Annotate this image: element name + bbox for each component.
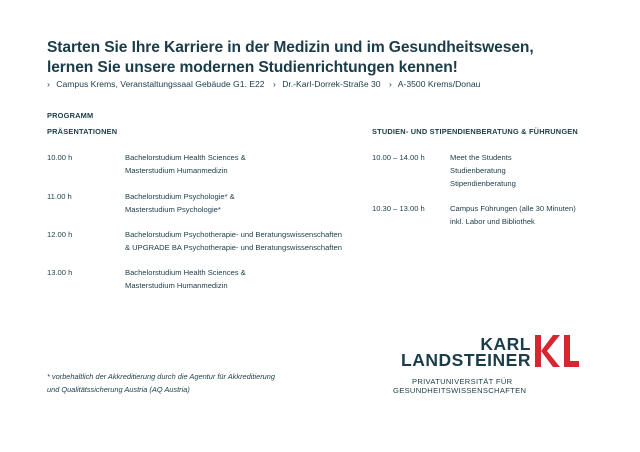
advisory-item: Stipendienberatung	[450, 179, 516, 188]
chevron-right-icon: ›	[388, 79, 392, 89]
location-city: A-3500 Krems/Donau	[397, 79, 481, 89]
location-line	[47, 79, 486, 89]
location-street: Dr.-Karl-Dorrek-Straße 30	[282, 79, 381, 89]
headline-line-2: lernen Sie unsere modernen Studienrichtungen kennen!	[47, 59, 458, 76]
footnote-line-2: und Qualitätssicherung Austria (AQ Austria)	[47, 385, 190, 394]
advisory-item: inkl. Labor und Bibliothek	[450, 217, 535, 226]
accreditation-footnote	[47, 370, 275, 396]
advisory-heading: STUDIEN- UND STIPENDIENBERATUNG & FÜHRUNGEN	[372, 127, 578, 136]
presentation-time: 12.00 h	[47, 230, 73, 239]
presentation-title: Bachelorstudium Psychotherapie- und Beratungswissenschaften	[125, 230, 342, 239]
headline-line-1: Starten Sie Ihre Karriere in der Medizin und im Gesundheitswesen,	[47, 39, 534, 56]
advisory-time: 10.30 – 13.00 h	[372, 204, 425, 213]
advisory-item: Campus Führungen (alle 30 Minuten)	[450, 204, 576, 213]
program-heading: PROGRAMM	[47, 111, 94, 120]
logo-subtitle-1: PRIVATUNIVERSITÄT FÜR	[412, 377, 513, 386]
university-logo	[393, 334, 582, 397]
presentation-time: 13.00 h	[47, 268, 73, 277]
logo-word-landsteiner: LANDSTEINER	[401, 350, 531, 370]
presentation-time: 10.00 h	[47, 153, 73, 162]
footnote-line-1: * vorbehaltlich der Akkreditierung durch die Agentur für Akkreditierung	[47, 372, 275, 381]
presentation-title: Masterstudium Humanmedizin	[125, 281, 228, 290]
advisory-item: Studienberatung	[450, 166, 506, 175]
presentation-time: 11.00 h	[47, 192, 72, 201]
chevron-right-icon: ›	[47, 79, 50, 89]
logo-word-karl: KARL	[480, 334, 531, 354]
kl-logo-mark	[535, 335, 579, 367]
presentation-title: Masterstudium Psychologie*	[125, 205, 221, 214]
presentation-title: & UPGRADE BA Psychotherapie- und Beratungswissenschaften	[125, 243, 342, 252]
location-venue: Campus Krems, Veranstaltungssaal Gebäude G1. E22	[56, 79, 265, 89]
logo-subtitle-2: GESUNDHEITSWISSENSCHAFTEN	[393, 386, 527, 395]
presentation-title: Bachelorstudium Health Sciences &	[125, 153, 246, 162]
presentation-title: Bachelorstudium Health Sciences &	[125, 268, 246, 277]
presentation-title: Masterstudium Humanmedizin	[125, 166, 228, 175]
presentations-heading: PRÄSENTATIONEN	[47, 127, 118, 136]
presentation-title: Bachelorstudium Psychologie* &	[125, 192, 235, 201]
advisory-time: 10.00 – 14.00 h	[372, 153, 425, 162]
advisory-item: Meet the Students	[450, 153, 512, 162]
chevron-right-icon: ›	[272, 79, 276, 89]
headline	[47, 38, 607, 78]
